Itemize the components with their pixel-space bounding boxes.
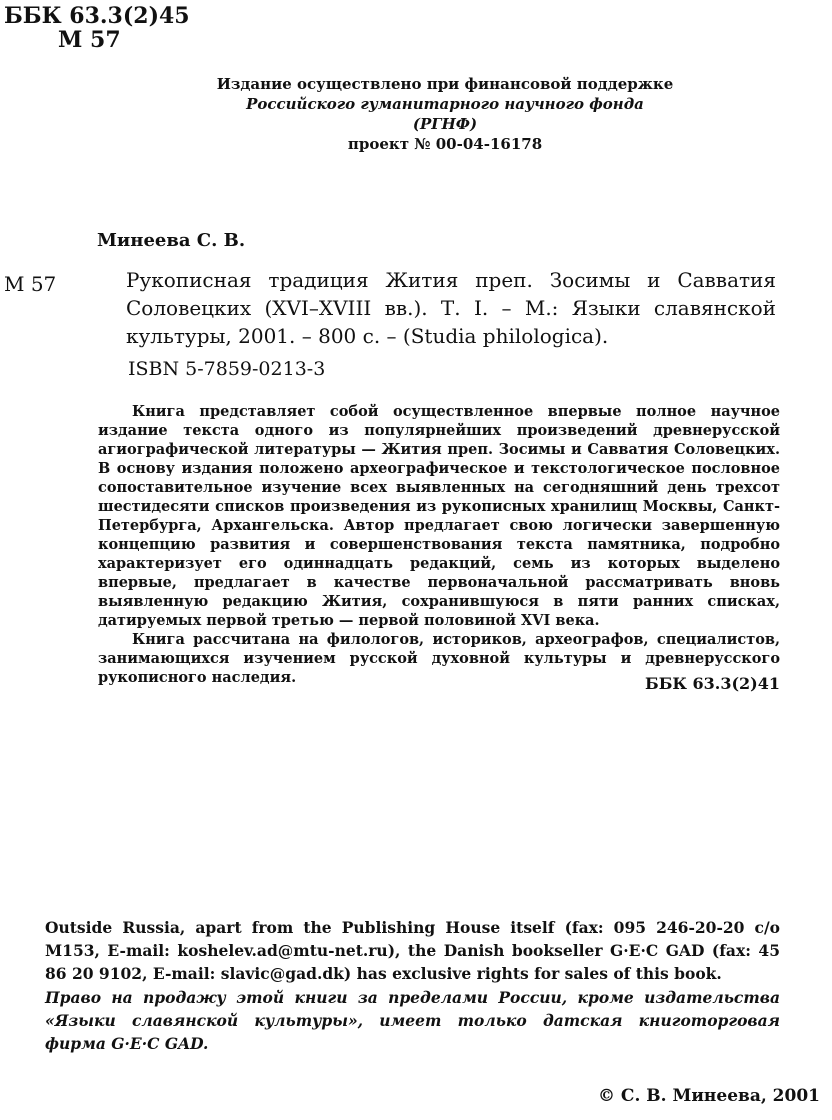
bibliographic-description: Рукописная традиция Жития преп. Зосимы и Савватия Соловецких (XVI–XVIII вв.). Т. I. – М.: Языки славянской культуры, 2001. – 800 с. – (Studia philologica). bbox=[126, 268, 776, 348]
isbn: ISBN 5-7859-0213-3 bbox=[128, 358, 326, 380]
funding-line-2: Российского гуманитарного научного фонда bbox=[246, 95, 644, 113]
funding-project-number: проект № 00-04-16178 bbox=[347, 135, 543, 153]
sales-rights-notice-en: Outside Russia, apart from the Publishing House itself (fax: 095 246-20-20 c/o M153, E-mail: koshelev.ad@mtu-net.ru), the Danish bookseller G·E·C GAD (fax: 45 86 20 9102, E-mail: slavic@gad.dk) has exclusive rights for sales of this book. bbox=[45, 918, 780, 983]
sales-rights-notice-ru: Право на продажу этой книги за пределами России, кроме издательства «Языки славянской культуры», имеет только датская книготорговая фирма G·E·C GAD. bbox=[45, 988, 780, 1053]
copyright-line: © С. В. Минеева, 2001 bbox=[598, 1086, 820, 1106]
bbk-classification-top bbox=[4, 4, 190, 52]
author-name: Минеева С. В. bbox=[97, 230, 246, 251]
funding-line-3: (РГНФ) bbox=[412, 115, 478, 133]
funding-notice bbox=[180, 74, 710, 154]
catalog-code: М 57 bbox=[4, 272, 57, 296]
bbk-classification-bottom: ББК 63.3(2)41 bbox=[645, 674, 780, 693]
abstract-paragraph-1: Книга представляет собой осуществленное впервые полное научное издание текста одного из популярнейших произведений древнерусской агиографической литературы — Жития преп. Зосимы и Савватия Соловецких. В основу издания положено археографическое и текстологическое пословное сопоставительное изучение всех выявленных на сегодняшний день трехсот шестидесяти списков произведения из рукописных хранилищ Москвы, Санкт-Петербурга, Архангельска. Автор предлагает свою логически завершенную концепцию развития и совершенствования текста памятника, подробно характеризует его одиннадцать редакций, семь из которых выделено впервые, предлагает в качестве первоначальной рассматривать вновь выявленную редакцию Жития, сохранившуюся в пяти ранних списках, датируемых первой третью — первой половиной XVI века. bbox=[98, 403, 780, 629]
abstract-paragraph-2: Книга рассчитана на филологов, историков, археографов, специалистов, занимающихся изучением русской духовной культуры и древнерусского рукописного наследия. bbox=[98, 631, 780, 686]
bbk-code: ББК 63.3(2)45 bbox=[4, 3, 190, 29]
funding-line-1: Издание осуществлено при финансовой поддержке bbox=[216, 75, 674, 93]
book-abstract bbox=[98, 402, 780, 687]
author-mark: М 57 bbox=[58, 27, 121, 53]
